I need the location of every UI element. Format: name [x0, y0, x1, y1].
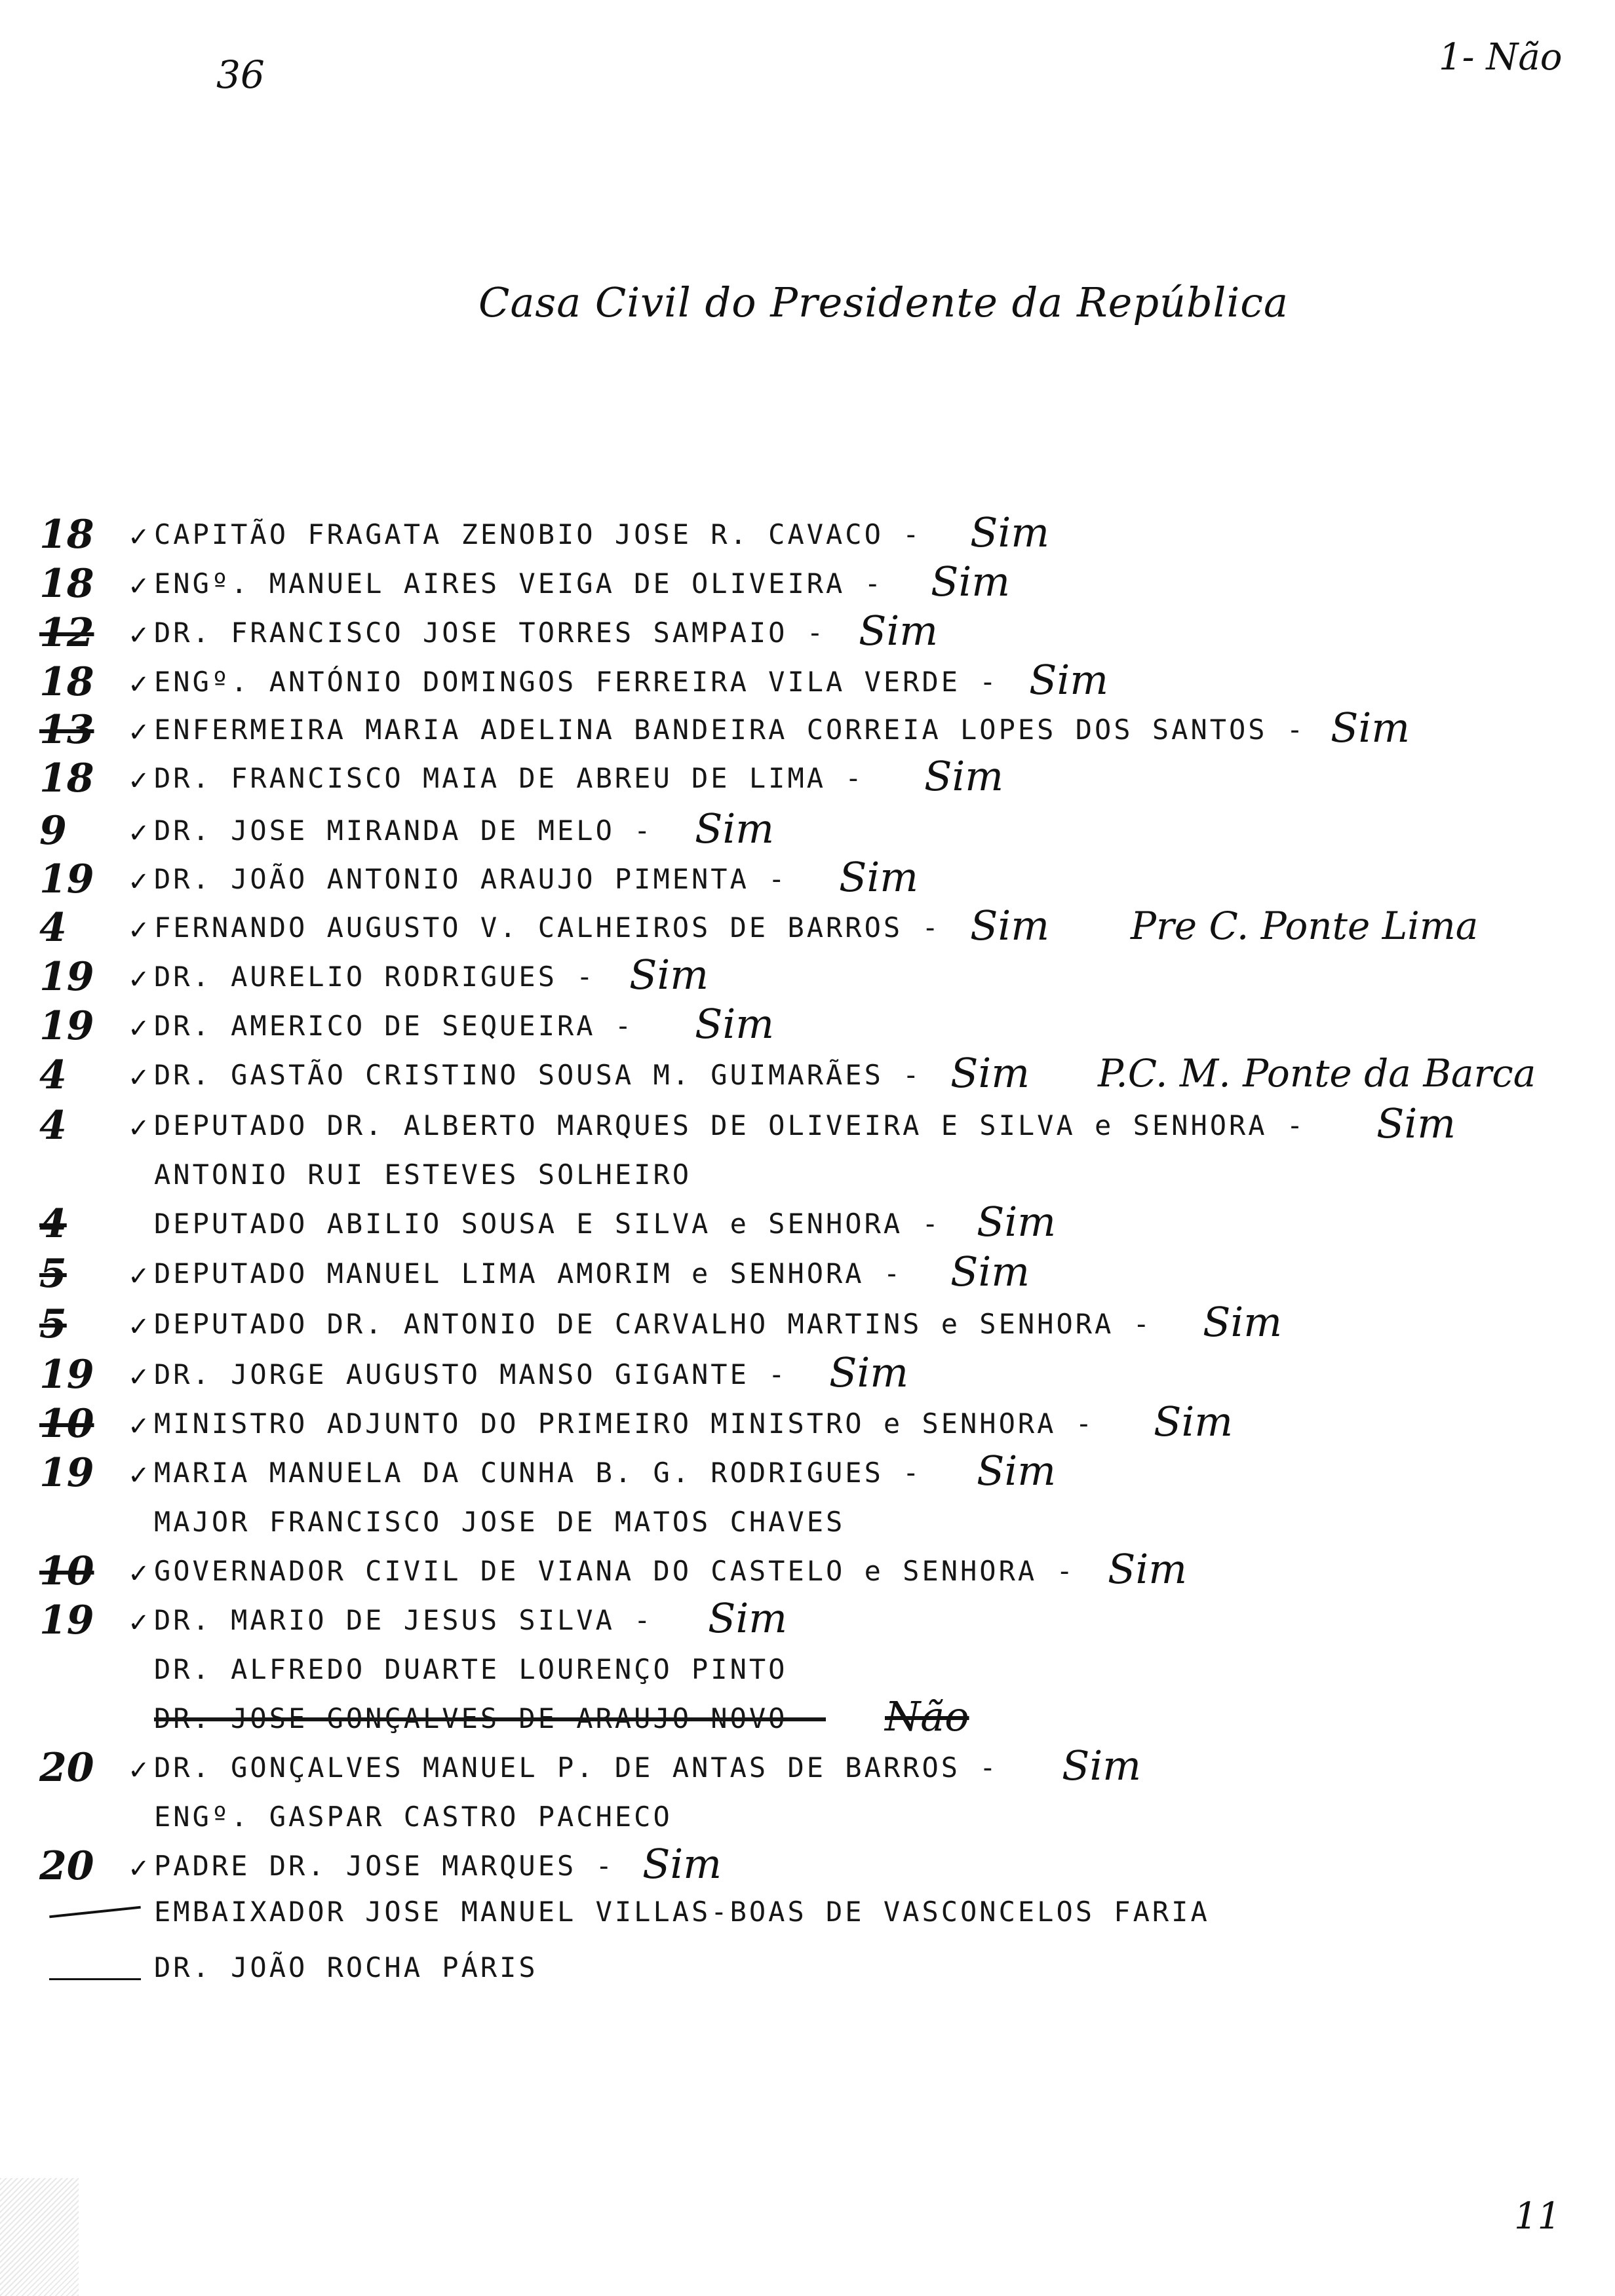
entry-name: MAJOR FRANCISCO JOSE DE MATOS CHAVES: [154, 1506, 846, 1538]
handwritten-number: 19: [39, 1598, 94, 1643]
handwritten-number: 20: [39, 1843, 94, 1889]
check-mark-icon: ✓: [128, 1559, 150, 1589]
entry-name: DR. AURELIO RODRIGUES -: [154, 961, 596, 993]
check-mark-icon: ✓: [128, 1312, 150, 1342]
entry-name: DR. JOÃO ROCHA PÁRIS: [154, 1951, 538, 1983]
check-mark-icon: ✓: [128, 867, 150, 897]
entry-name: DR. GONÇALVES MANUEL P. DE ANTAS DE BARROS -: [154, 1751, 999, 1784]
check-mark-icon: ✓: [128, 621, 150, 651]
handwritten-number: 5: [39, 1301, 67, 1347]
list-item: [0, 1888, 1615, 1936]
check-mark-icon: ✓: [128, 670, 150, 700]
entry-name: ENGº. MANUEL AIRES VEIGA DE OLIVEIRA -: [154, 567, 884, 600]
handwritten-response: Sim: [950, 1248, 1030, 1295]
handwritten-response: Sim: [1203, 1298, 1283, 1346]
entry-name: ANTONIO RUI ESTEVES SOLHEIRO: [154, 1158, 692, 1191]
entry-name: EMBAIXADOR JOSE MANUEL VILLAS-BOAS DE VASCONCELOS FARIA: [154, 1896, 1210, 1928]
handwritten-response: Sim: [1376, 1100, 1456, 1147]
handwritten-corner-mark: 11: [1514, 2195, 1561, 2238]
check-mark-icon: ✓: [128, 965, 150, 995]
list-item: [0, 1200, 1615, 1248]
check-mark-icon: ✓: [128, 1261, 150, 1292]
handwritten-response: Sim: [1108, 1545, 1188, 1593]
check-mark-icon: ✓: [128, 1014, 150, 1044]
handwritten-response: Sim: [931, 558, 1011, 605]
list-item: [0, 1594, 1615, 1644]
handwritten-number: 4: [39, 1201, 67, 1247]
list-item: [0, 1102, 1615, 1149]
list-item: [0, 953, 1615, 1001]
list-item: [0, 560, 1615, 607]
list-item-struck: [0, 1695, 1615, 1742]
list-item: [0, 1545, 1615, 1595]
check-mark-icon: ✓: [128, 1063, 150, 1093]
check-mark-icon: ✓: [128, 1755, 150, 1786]
handwritten-number: 18: [39, 512, 94, 558]
handwritten-margin-note: Pre C. Ponte Lima: [1131, 904, 1479, 948]
handwritten-response: Sim: [1062, 1742, 1142, 1789]
entry-name: ENGº. ANTÓNIO DOMINGOS FERREIRA VILA VERDE -: [154, 666, 999, 698]
handwritten-number: 13: [39, 707, 94, 753]
list-item: [0, 656, 1615, 706]
handwritten-number: 4: [39, 905, 67, 951]
handwritten-number: 20: [39, 1745, 94, 1791]
entry-name: DR. JOÃO ANTONIO ARAUJO PIMENTA -: [154, 863, 788, 895]
handwritten-page-number: 36: [216, 52, 265, 97]
handwritten-response: Sim: [924, 752, 1004, 800]
handwritten-number: 10: [39, 1548, 94, 1594]
handwritten-dash-mark: [49, 1906, 141, 1919]
list-item: [0, 609, 1615, 657]
check-mark-icon: ✓: [128, 1854, 150, 1884]
entry-name: FERNANDO AUGUSTO V. CALHEIROS DE BARROS -: [154, 911, 941, 944]
entry-name: MINISTRO ADJUNTO DO PRIMEIRO MINISTRO e SENHORA -: [154, 1407, 1095, 1440]
handwritten-number: 4: [39, 1052, 67, 1098]
handwritten-response: Sim: [970, 508, 1050, 556]
check-mark-icon: ✓: [128, 1411, 150, 1442]
list-item: [0, 508, 1615, 558]
list-item: [0, 752, 1615, 802]
handwritten-number: 18: [39, 659, 94, 705]
handwritten-response: Não: [885, 1693, 969, 1740]
list-item: [0, 853, 1615, 903]
entry-name: DR. AMERICO DE SEQUEIRA -: [154, 1010, 634, 1042]
handwritten-response: Sim: [1331, 704, 1411, 752]
list-item: [0, 1400, 1615, 1447]
letterhead-title: Casa Civil do Presidente da República: [478, 278, 1289, 326]
entry-name: MARIA MANUELA DA CUNHA B. G. RODRIGUES -: [154, 1457, 922, 1489]
handwritten-number: 18: [39, 756, 94, 801]
list-item: [0, 706, 1615, 754]
list-item: [0, 1449, 1615, 1497]
list-item: [0, 904, 1615, 951]
handwritten-number: 19: [39, 954, 94, 1000]
list-item: [0, 1744, 1615, 1791]
handwritten-number: 18: [39, 561, 94, 607]
entry-name: DEPUTADO ABILIO SOUSA E SILVA e SENHORA -: [154, 1208, 941, 1240]
check-mark-icon: ✓: [128, 915, 150, 946]
entry-name: ENFERMEIRA MARIA ADELINA BANDEIRA CORREIA LOPES DOS SANTOS -: [154, 714, 1306, 746]
handwritten-response: Sim: [977, 1198, 1057, 1246]
handwritten-response: Sim: [829, 1349, 909, 1396]
check-mark-icon: ✓: [128, 1461, 150, 1491]
handwritten-number: 19: [39, 1003, 94, 1049]
check-mark-icon: ✓: [128, 818, 150, 849]
check-mark-icon: ✓: [128, 1362, 150, 1392]
list-item: [0, 1049, 1615, 1099]
handwritten-number: 5: [39, 1251, 67, 1297]
check-mark-icon: ✓: [128, 522, 150, 552]
list-item: [0, 1351, 1615, 1398]
entry-name: DR. GASTÃO CRISTINO SOUSA M. GUIMARÃES -: [154, 1059, 922, 1091]
handwritten-response: Sim: [695, 1000, 775, 1048]
handwritten-response: Sim: [977, 1447, 1057, 1495]
handwritten-response: Sim: [1154, 1398, 1234, 1445]
handwritten-response: Sim: [695, 805, 775, 852]
entry-name: PADRE DR. JOSE MARQUES -: [154, 1850, 615, 1882]
entry-name: DR. ALFREDO DUARTE LOURENÇO PINTO: [154, 1653, 788, 1685]
handwritten-number: 4: [39, 1103, 67, 1149]
handwritten-response: Sim: [629, 951, 709, 999]
check-mark-icon: ✓: [128, 1608, 150, 1638]
entry-name: DR. FRANCISCO MAIA DE ABREU DE LIMA -: [154, 762, 865, 794]
entry-name: DR. JOSE GONÇALVES DE ARAUJO NOVO -: [154, 1702, 827, 1734]
list-item: [0, 1151, 1615, 1198]
entry-name: DEPUTADO DR. ANTONIO DE CARVALHO MARTINS e SENHORA -: [154, 1308, 1152, 1340]
scan-artifact: [0, 2178, 79, 2296]
check-mark-icon: ✓: [128, 571, 150, 602]
entry-name: DR. MARIO DE JESUS SILVA -: [154, 1604, 653, 1636]
handwritten-response: Sim: [708, 1594, 788, 1642]
handwritten-number: 10: [39, 1401, 94, 1447]
handwritten-dash-mark: [49, 1978, 141, 1980]
entry-name: DEPUTADO DR. ALBERTO MARQUES DE OLIVEIRA E SILVA e SENHORA -: [154, 1109, 1306, 1141]
list-item: [0, 1840, 1615, 1890]
handwritten-number: 9: [39, 808, 67, 854]
check-mark-icon: ✓: [128, 1113, 150, 1143]
handwritten-response: Sim: [970, 902, 1050, 949]
handwritten-response: Sim: [1029, 656, 1109, 704]
check-mark-icon: ✓: [128, 766, 150, 796]
handwritten-number: 19: [39, 856, 94, 902]
entry-name: DR. JOSE MIRANDA DE MELO -: [154, 814, 653, 847]
entry-name: DR. JORGE AUGUSTO MANSO GIGANTE -: [154, 1358, 788, 1390]
handwritten-number: 12: [39, 610, 94, 656]
handwritten-response: Sim: [950, 1049, 1030, 1097]
handwritten-top-right-note: 1- Não: [1439, 36, 1563, 79]
list-item: [0, 1646, 1615, 1693]
check-mark-icon: ✓: [128, 718, 150, 748]
list-item: [0, 1499, 1615, 1546]
list-item: [0, 1793, 1615, 1841]
entry-name: CAPITÃO FRAGATA ZENOBIO JOSE R. CAVACO -: [154, 518, 922, 550]
list-item: [0, 1944, 1615, 1991]
handwritten-number: 19: [39, 1352, 94, 1398]
handwritten-response: Sim: [642, 1840, 722, 1888]
entry-name: DEPUTADO MANUEL LIMA AMORIM e SENHORA -: [154, 1257, 903, 1290]
entry-name: DR. FRANCISCO JOSE TORRES SAMPAIO -: [154, 617, 827, 649]
handwritten-number: 19: [39, 1450, 94, 1496]
handwritten-response: Sim: [859, 607, 939, 655]
handwritten-response: Sim: [839, 853, 919, 901]
list-item: [0, 1298, 1615, 1348]
list-item: [0, 1250, 1615, 1297]
entry-name: GOVERNADOR CIVIL DE VIANA DO CASTELO e SENHORA -: [154, 1555, 1076, 1587]
list-item: [0, 1000, 1615, 1050]
list-item: [0, 807, 1615, 854]
handwritten-margin-note: P.C. M. Ponte da Barca: [1098, 1051, 1536, 1096]
entry-name: ENGº. GASPAR CASTRO PACHECO: [154, 1801, 672, 1833]
